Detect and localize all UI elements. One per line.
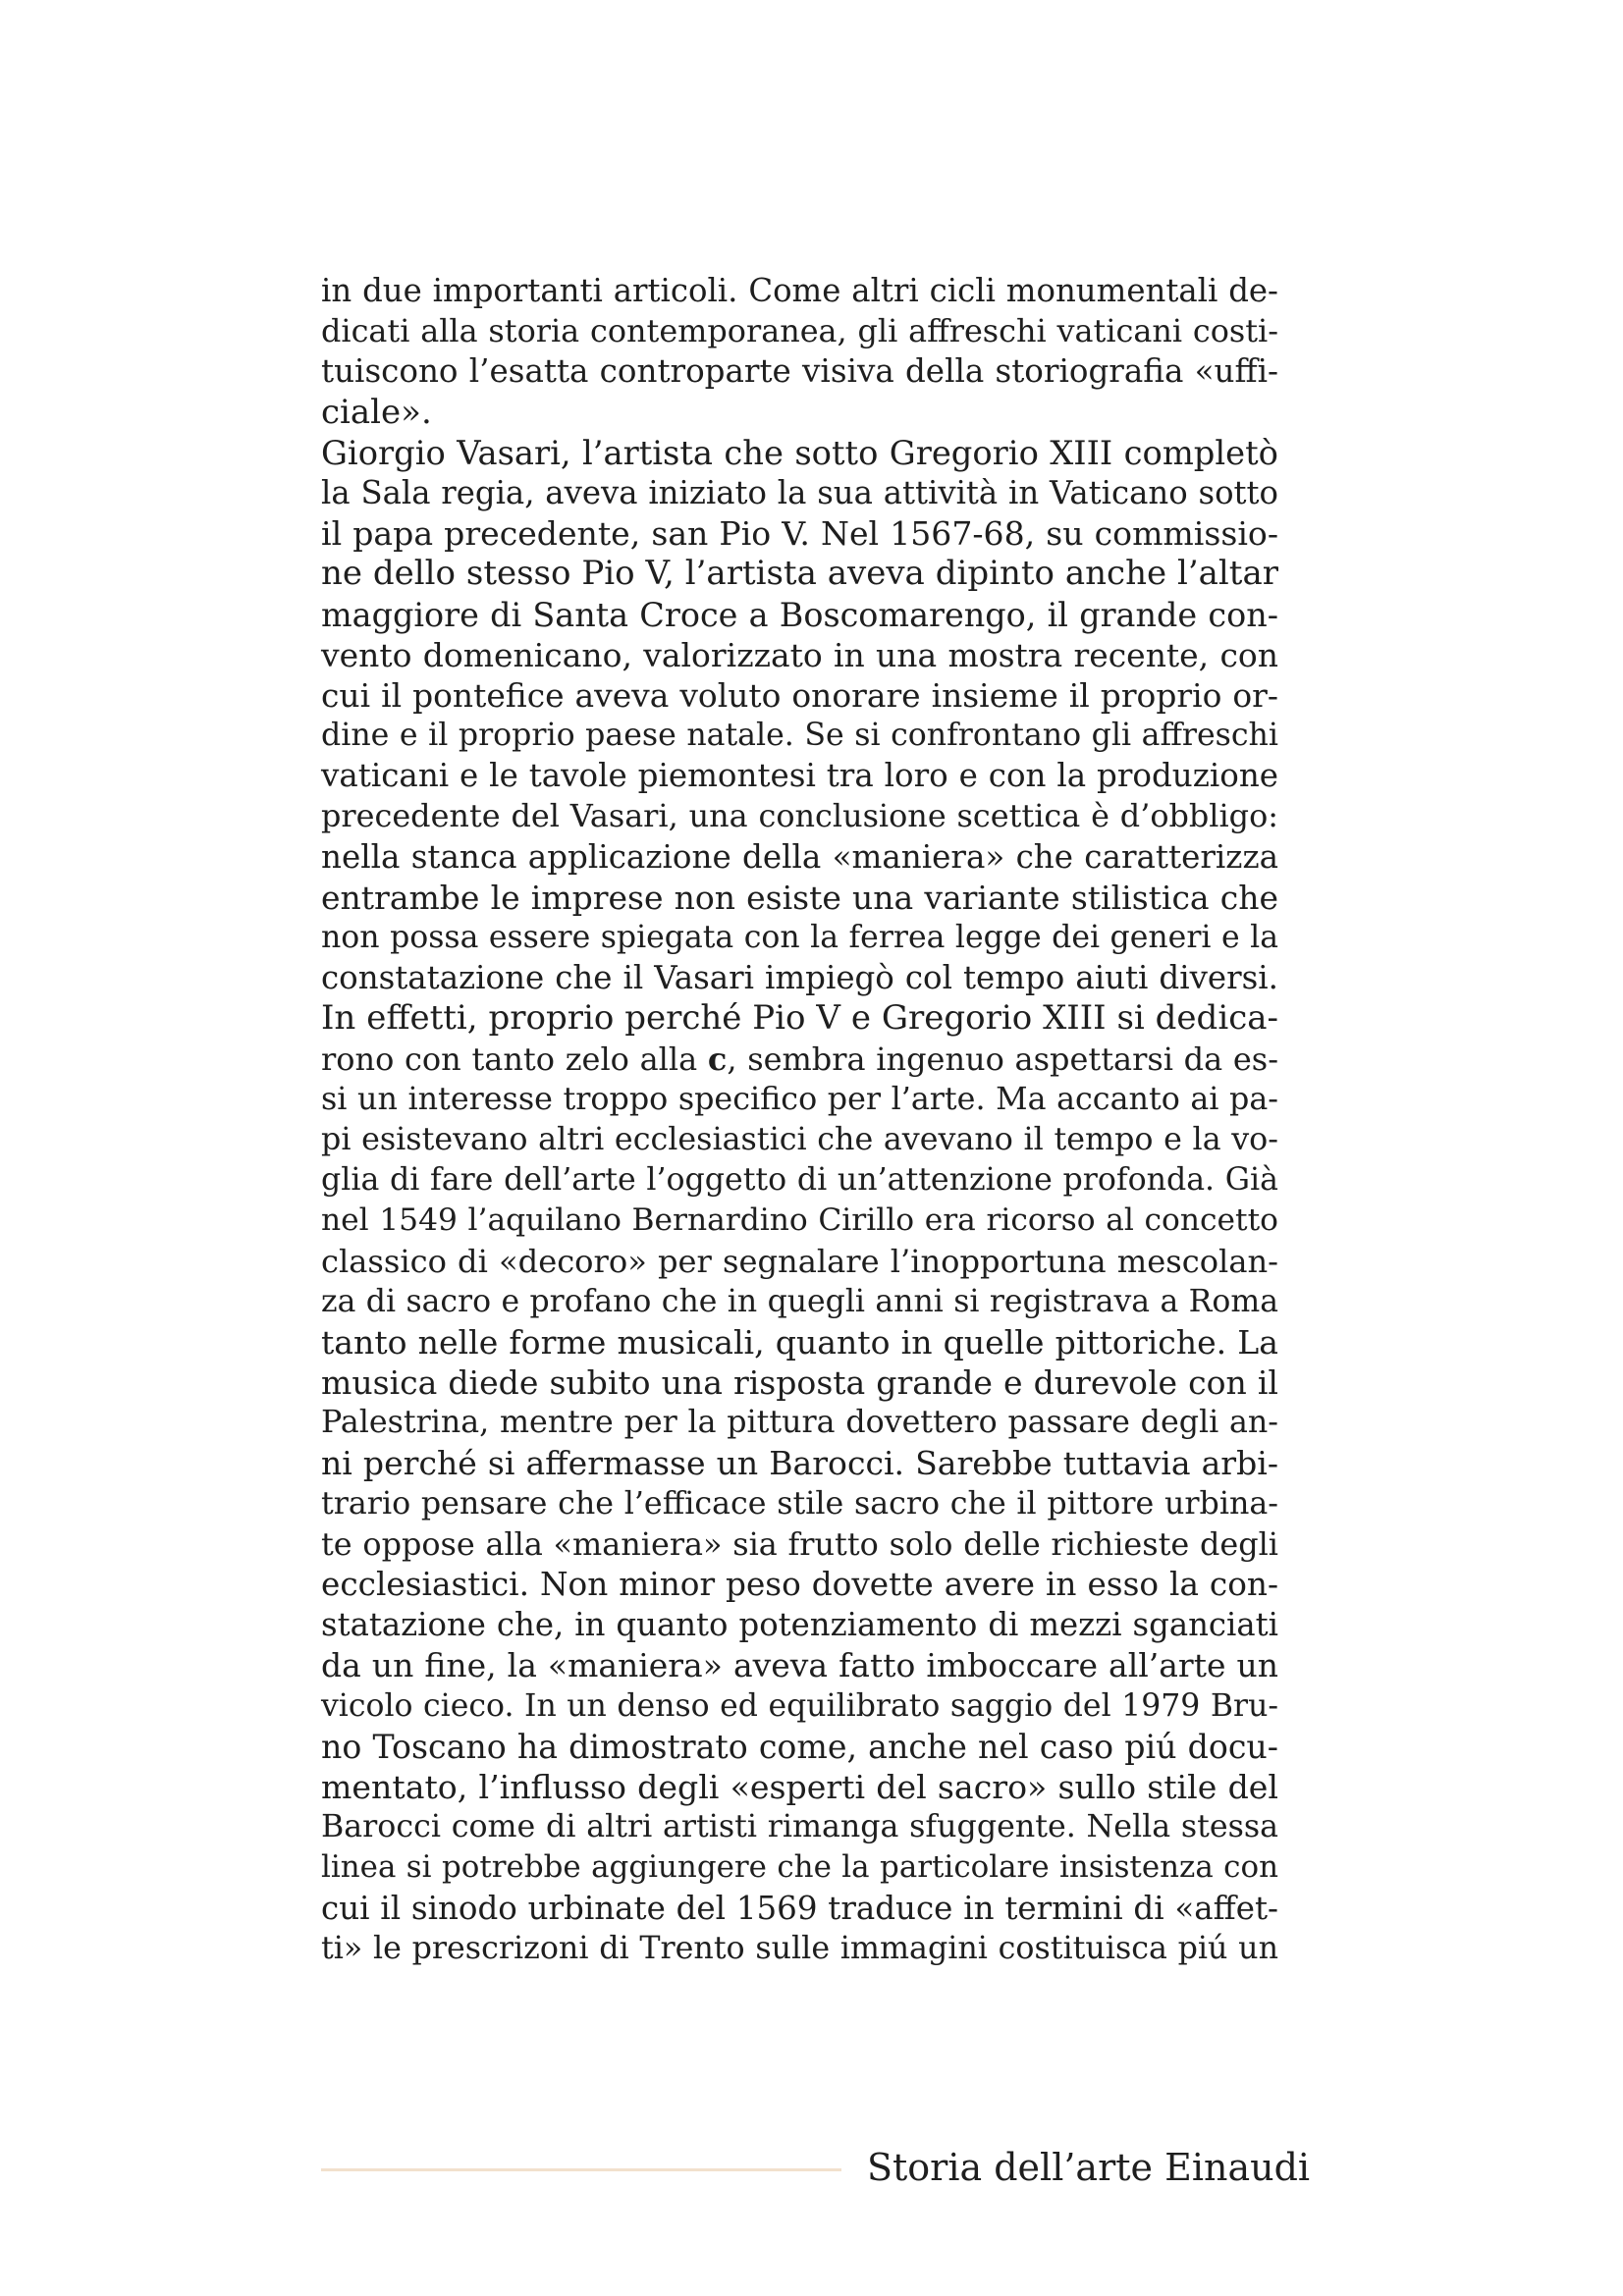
text-segment: , sembra ingenuo aspettarsi da es-	[727, 1040, 1278, 1078]
text-segment: rono con tanto zelo alla	[321, 1040, 708, 1078]
footer-title: Storia dell’arte Einaudi	[867, 2146, 1311, 2189]
text-line: ne dello stesso Pio V, l’artista aveva dipinto anche l’altar	[321, 554, 1278, 594]
text-line: za di sacro e profano che in quegli anni si registrava a Roma	[321, 1283, 1278, 1319]
text-line: trario pensare che l’efficace stile sacro che il pittore urbina-	[321, 1485, 1278, 1522]
text-line: dine e il proprio paese natale. Se si confrontano gli affreschi	[321, 718, 1278, 754]
paragraph	[321, 433, 1278, 1040]
text-line: la Sala regia, aveva iniziato la sua attività in Vaticano sotto	[321, 473, 1278, 511]
text-line: tuiscono l’esatta controparte visiva della storiografia «uffi-	[321, 352, 1278, 391]
text-line: si un interesse troppo specifico per l’arte. Ma accanto ai pa-	[321, 1081, 1278, 1117]
text-line: musica diede subito una risposta grande e durevole con il	[321, 1363, 1278, 1403]
text-line: Barocci come di altri artisti rimanga sfuggente. Nella stessa	[321, 1809, 1278, 1845]
text-line: precedente del Vasari, una conclusione scettica è d’obbligo:	[321, 797, 1278, 835]
text-line: il papa precedente, san Pio V. Nel 1567-68, su commissio-	[321, 514, 1278, 554]
text-line: constatazione che il Vasari impiegò col tempo aiuti diversi.	[321, 959, 1278, 997]
text-line	[321, 1040, 1278, 1080]
text-line: vento domenicano, valorizzato in una mostra recente, con	[321, 635, 1278, 674]
text-line: classico di «decoro» per segnalare l’inopportuna mescolan-	[321, 1242, 1278, 1280]
text-line: nel 1549 l’aquilano Bernardino Cirillo era ricorso al concetto	[321, 1202, 1278, 1239]
text-line: Palestrina, mentre per la pittura dovettero passare degli an-	[321, 1405, 1278, 1441]
text-line: statazione che, in quanto potenziamento di mezzi sganciati	[321, 1606, 1278, 1644]
text-line: dicati alla storia contemporanea, gli affreschi vaticani costi-	[321, 312, 1278, 350]
text-line: entrambe le imprese non esiste una variante stilistica che	[321, 878, 1278, 917]
text-line: cui il pontefice aveva voluto onorare insieme il proprio or-	[321, 675, 1278, 715]
text-line: mentato, l’influsso degli «esperti del sacro» sullo stile del	[321, 1767, 1278, 1806]
body-text	[321, 271, 1278, 1969]
text-line: in due importanti articoli. Come altri cicli monumentali de-	[321, 272, 1278, 309]
paragraph	[321, 1080, 1278, 1969]
footer-rule	[321, 2168, 841, 2171]
text-line: maggiore di Santa Croce a Boscomarengo, il grande con-	[321, 595, 1278, 634]
text-line: Giorgio Vasari, l’artista che sotto Gregorio XIII completò	[321, 433, 1278, 472]
text-line: te oppose alla «maniera» sia frutto solo delle richieste degli	[321, 1524, 1278, 1563]
paragraph	[321, 271, 1278, 433]
text-line: In effetti, proprio perché Pio V e Gregorio XIII si dedica-	[321, 998, 1278, 1039]
text-line: glia di fare dell’arte l’oggetto di un’attenzione profonda. Già	[321, 1162, 1278, 1199]
text-line: ciale».	[321, 392, 432, 432]
text-line: ti» le prescrizoni di Trento sulle immagini costituisca piú un	[321, 1930, 1278, 1966]
text-line: vicolo cieco. In un denso ed equilibrato saggio del 1979 Bru-	[321, 1687, 1278, 1724]
text-line: nella stanca applicazione della «maniera» che caratterizza	[321, 837, 1278, 876]
text-line: pi esistevano altri ecclesiastici che avevano il tempo e la vo-	[321, 1121, 1278, 1157]
text-line: ni perché si affermasse un Barocci. Sarebbe tuttavia arbi-	[321, 1444, 1278, 1483]
text-line: da un fine, la «maniera» aveva fatto imboccare all’arte un	[321, 1646, 1278, 1685]
text-line: linea si potrebbe aggiungere che la particolare insistenza con	[321, 1849, 1278, 1886]
text-line: no Toscano ha dimostrato come, anche nel caso piú docu-	[321, 1727, 1278, 1766]
text-line: ecclesiastici. Non minor peso dovette avere in esso la con-	[321, 1566, 1278, 1603]
text-line: vaticani e le tavole piemontesi tra loro e con la produzione	[321, 757, 1278, 795]
bold-term: c	[707, 1040, 728, 1078]
text-line: cui il sinodo urbinate del 1569 traduce in termini di «affet-	[321, 1889, 1278, 1927]
text-line: tanto nelle forme musicali, quanto in quelle pittoriche. La	[321, 1322, 1278, 1362]
text-line: non possa essere spiegata con la ferrea legge dei generi e la	[321, 920, 1278, 955]
